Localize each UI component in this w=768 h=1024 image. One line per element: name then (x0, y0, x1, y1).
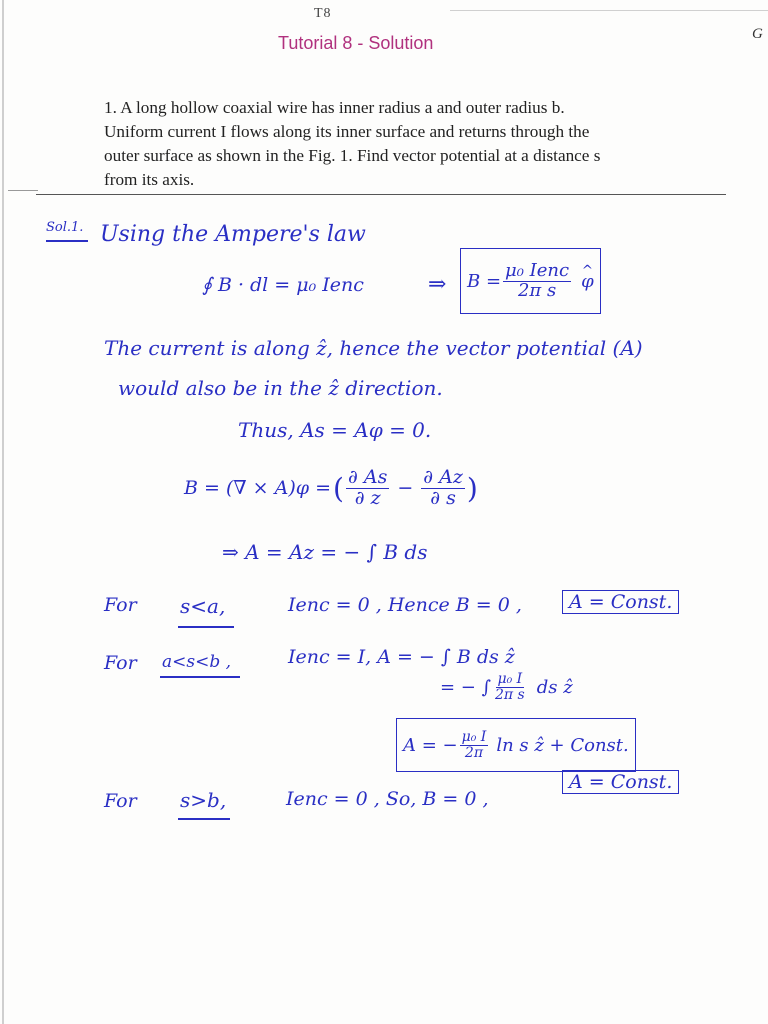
problem-line: Uniform current I flows along its inner surface and returns through the (104, 122, 590, 141)
case2-result-fraction (460, 730, 489, 760)
field-numerator: μ₀ Ienc (505, 259, 570, 281)
case2-result-denominator: 2π (464, 744, 484, 761)
case2-underline (160, 676, 240, 678)
top-page-mark: T8 (314, 6, 332, 21)
current-direction-line-1: The current is along ẑ, hence the vector potential (A) (104, 336, 643, 360)
curl-term-2 (421, 468, 465, 509)
case2-result-post: ln s ẑ + Const. (496, 734, 629, 756)
curl-term-1-numerator: ∂ As (347, 466, 388, 488)
field-denominator: 2π s (517, 279, 557, 301)
ampere-law-equation: ∮ B · dl = μ₀ Ienc (202, 274, 364, 296)
curl-minus: − (397, 477, 414, 500)
problem-line: outer surface as shown in the Fig. 1. Find vector potential at a distance s (104, 146, 601, 165)
case3-result-box: A = Const. (562, 770, 679, 794)
case2-text: Ienc = I, A = − ∫ B ds ẑ (288, 646, 515, 668)
curl-term-1 (346, 468, 389, 509)
case2-step-numerator: μ₀ I (497, 671, 523, 687)
curl-term-2-numerator: ∂ Az (423, 466, 463, 488)
curl-term-1-denominator: ∂ z (354, 486, 381, 509)
problem-line: from its axis. (104, 170, 195, 189)
case3-condition: s>b, (180, 788, 227, 812)
case1-for: For (104, 594, 137, 616)
case3-text: Ienc = 0 , So, B = 0 , (286, 788, 489, 810)
case2-result-pre: A = − (403, 734, 458, 756)
solution-intro: Using the Ampere's law (100, 222, 366, 247)
corner-mark: G (752, 26, 763, 42)
case2-step (440, 672, 573, 702)
divider-line (36, 194, 726, 195)
case2-step-post: ds ẑ (536, 676, 573, 698)
divider-stub (8, 190, 38, 191)
case3-for: For (104, 790, 137, 812)
page-edge-top (450, 10, 768, 11)
page-title: Tutorial 8 - Solution (278, 33, 434, 53)
case2-for: For (104, 652, 137, 674)
case1-underline (178, 626, 234, 628)
problem-line: 1. A long hollow coaxial wire has inner radius a and outer radius b. (104, 98, 565, 117)
case2-result-box (396, 718, 636, 772)
curl-close-paren: ) (466, 471, 478, 505)
page-edge-left (2, 0, 4, 1024)
thus-line: Thus, As = Aφ = 0. (238, 418, 432, 442)
implies-arrow: ⇒ (428, 272, 447, 297)
curl-equation (184, 468, 478, 509)
field-direction: ^ φ (581, 271, 594, 292)
current-direction-line-2: would also be in the ẑ direction. (118, 376, 443, 400)
integral-line: ⇒ A = Az = − ∫ B ds (222, 540, 428, 564)
case1-result-box: A = Const. (562, 590, 679, 614)
case3-underline (178, 818, 230, 820)
case2-step-pre: = − ∫ (440, 676, 491, 698)
curl-open-paren: ( (333, 471, 344, 505)
solution-label: Sol.1. (46, 220, 84, 235)
field-lhs: B = (467, 270, 502, 292)
field-fraction (503, 259, 571, 301)
case2-condition: a<s<b , (162, 652, 232, 672)
problem-statement (104, 96, 724, 192)
case1-condition: s<a, (180, 594, 226, 618)
curl-lhs: B = (∇ × A)φ = (184, 477, 332, 500)
solution-label-underline (46, 240, 88, 242)
case2-step-fraction (493, 672, 527, 702)
case1-text: Ienc = 0 , Hence B = 0 , (288, 594, 522, 616)
curl-term-2-denominator: ∂ s (430, 486, 456, 509)
case2-result-numerator: μ₀ I (461, 728, 487, 745)
field-result-box (460, 248, 601, 314)
case2-step-denominator: 2π s (495, 686, 525, 703)
